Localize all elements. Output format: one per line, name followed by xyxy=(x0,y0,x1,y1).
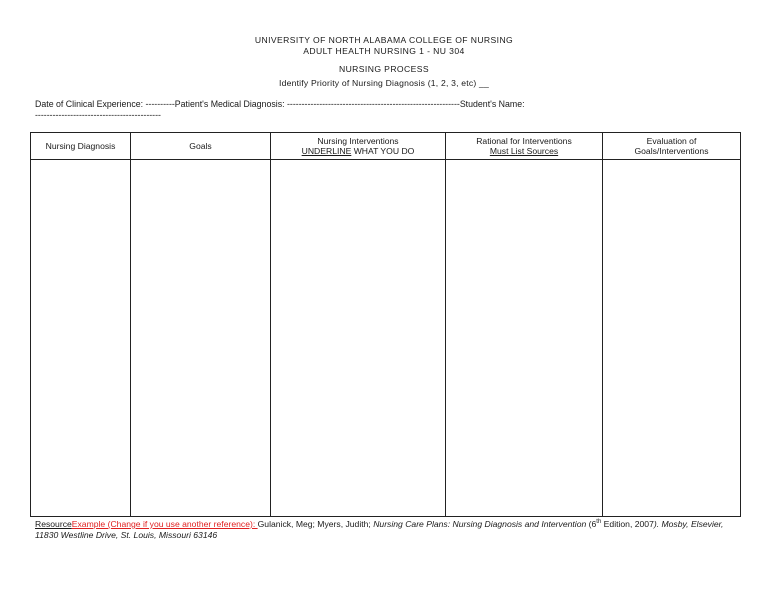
what-you-do-label: WHAT YOU DO xyxy=(351,146,415,156)
header-goals: Goals xyxy=(131,133,271,160)
table-header-row xyxy=(31,133,741,160)
header-nursing-diagnosis: Nursing Diagnosis xyxy=(31,133,131,160)
nursing-process-title: NURSING PROCESS xyxy=(338,64,430,74)
interventions-label: Nursing Interventions xyxy=(317,136,399,146)
header-nursing-interventions xyxy=(271,133,446,160)
student-name-blank: ------------------------------------------- xyxy=(35,110,161,120)
citation-edition: Edition, 2007 xyxy=(601,518,654,529)
goals-cell[interactable] xyxy=(131,160,271,517)
header-evaluation xyxy=(603,133,741,160)
evaluation-cell[interactable] xyxy=(603,160,741,517)
citation-publisher: ). Mosby, Elsevier, 11830 Westline Drive, St. Louis, Missouri 63146 xyxy=(35,518,724,540)
citation-book-title: Nursing Care Plans: Nursing Diagnosis and Intervention xyxy=(373,518,587,529)
citation-authors: Gulanick, Meg; Myers, Judith; xyxy=(257,518,374,529)
resource-citation xyxy=(35,517,735,541)
citation-edition-sup: th xyxy=(596,519,602,525)
evaluation-label: Evaluation of xyxy=(646,136,697,146)
care-plan-table xyxy=(30,132,741,517)
table-row xyxy=(31,160,741,517)
must-list-sources-label: Must List Sources xyxy=(489,146,559,156)
citation-edition-pre: (6 xyxy=(586,518,597,529)
diagnosis-cell[interactable] xyxy=(31,160,131,517)
resource-label: Resource xyxy=(35,518,72,529)
interventions-cell[interactable] xyxy=(271,160,446,517)
university-title: UNIVERSITY OF NORTH ALABAMA COLLEGE OF NURSING xyxy=(254,35,514,45)
goals-interventions-label: Goals/Interventions xyxy=(634,146,709,156)
underline-label: UNDERLINE xyxy=(301,146,352,156)
rational-label: Rational for Interventions xyxy=(476,136,572,146)
priority-instruction: Identify Priority of Nursing Diagnosis (1, 2, 3, etc) __ xyxy=(279,78,489,88)
clinical-info-line: Date of Clinical Experience: ----------Patient's Medical Diagnosis: -----------------------------------------------------------Student's Name: xyxy=(35,99,525,109)
course-title: ADULT HEALTH NURSING 1 - NU 304 xyxy=(303,46,465,56)
rational-cell[interactable] xyxy=(446,160,603,517)
example-note: Example (Change if you use another reference): xyxy=(71,518,258,529)
header-rational xyxy=(446,133,603,160)
